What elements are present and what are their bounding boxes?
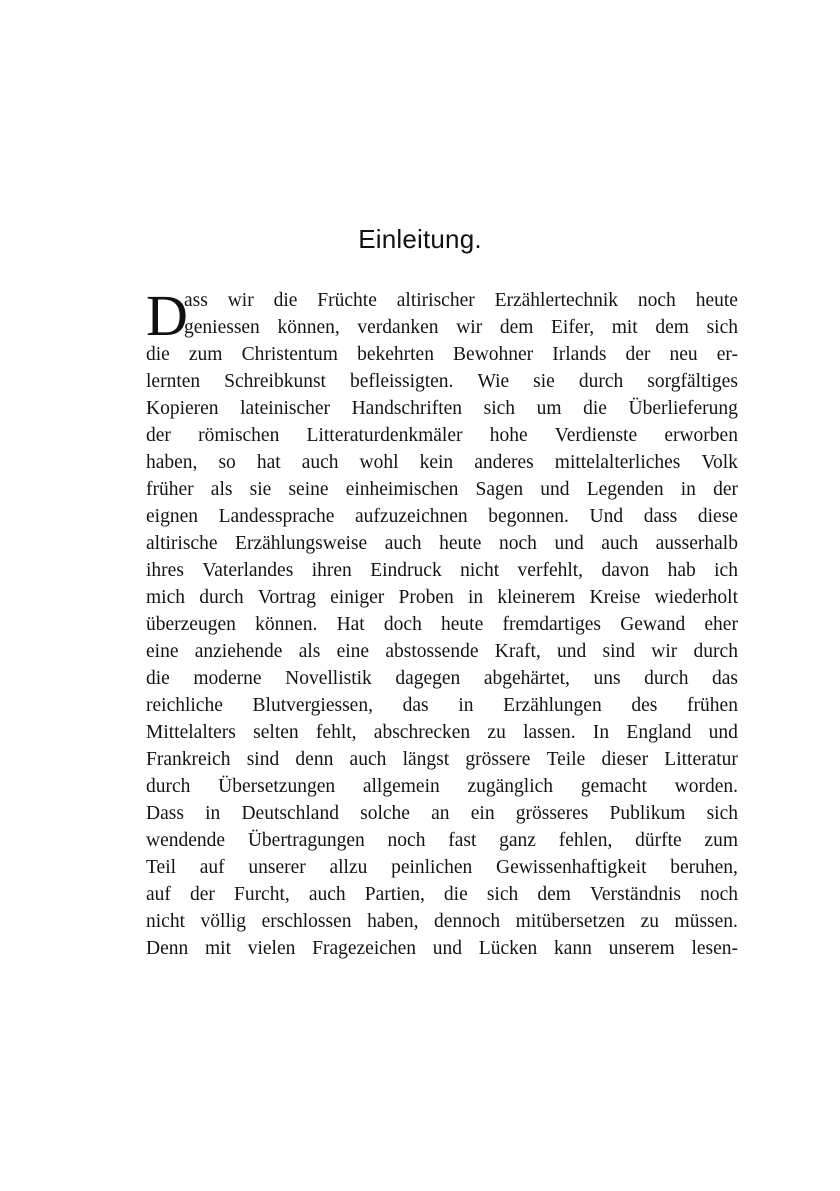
text-line — [146, 314, 738, 341]
word: erschlossen — [261, 911, 352, 932]
word: zum — [704, 830, 738, 851]
word: Deutschland — [241, 803, 339, 824]
word: seine — [288, 479, 329, 500]
word: an — [431, 803, 450, 824]
word: hab — [667, 560, 696, 581]
text-line — [146, 476, 738, 503]
word: Verständnis — [589, 884, 681, 905]
text-line — [146, 800, 738, 827]
word: sich — [706, 317, 738, 338]
word: zum — [188, 344, 223, 365]
word: auf — [199, 857, 225, 878]
word: längst — [402, 749, 450, 770]
word: Früchte — [317, 290, 377, 311]
text-line — [146, 584, 738, 611]
word: dürfte — [635, 830, 682, 851]
word: kein — [419, 452, 454, 473]
word: peinlichen — [391, 857, 473, 878]
text-line — [146, 719, 738, 746]
word: mitübersetzen — [515, 911, 626, 932]
word: Handschriften — [351, 398, 463, 419]
word: die — [273, 290, 298, 311]
word: die — [146, 668, 170, 689]
word: grösseres — [515, 803, 589, 824]
word: sorgfältiges — [647, 371, 738, 392]
word: Erzählungsweise — [235, 533, 368, 554]
word: beruhen, — [670, 857, 738, 878]
word: verfehlt, — [517, 560, 584, 581]
word: die — [146, 344, 170, 365]
word: befleissigten. — [350, 371, 454, 392]
text-line — [146, 665, 738, 692]
word: zu — [487, 722, 506, 743]
word: kleinerem — [497, 587, 576, 608]
word: mit — [204, 938, 231, 959]
word: Gewissenhaftigkeit — [495, 857, 647, 878]
word: Partien, — [364, 884, 425, 905]
word: Erzählungen — [503, 695, 602, 716]
word: Gewand — [620, 614, 686, 635]
word: auch — [384, 533, 422, 554]
word: noch — [700, 884, 738, 905]
word: ein — [470, 803, 495, 824]
word: der — [625, 344, 651, 365]
word: Furcht, — [233, 884, 290, 905]
word: Überlieferung — [628, 398, 738, 419]
word: wir — [456, 317, 483, 338]
body-text — [146, 283, 738, 962]
word: England — [626, 722, 692, 743]
word: wohl — [359, 452, 399, 473]
word: auch — [601, 533, 639, 554]
word: Bewohner — [453, 344, 534, 365]
word: diese — [697, 506, 738, 527]
word: noch — [637, 290, 676, 311]
word: abschrecken — [373, 722, 471, 743]
word: nicht — [146, 911, 185, 932]
word: lassen. — [523, 722, 576, 743]
word: dem — [537, 884, 571, 905]
word: durch — [644, 668, 689, 689]
word: Blutvergiessen, — [252, 695, 373, 716]
word: auch — [308, 884, 346, 905]
word: Fragezeichen — [312, 938, 417, 959]
word: noch — [498, 533, 537, 554]
word: fehlt, — [315, 722, 357, 743]
word: des — [631, 695, 658, 716]
word: und — [557, 641, 587, 662]
word: grössere — [465, 749, 531, 770]
word: Vortrag — [257, 587, 316, 608]
word: dagegen — [395, 668, 461, 689]
word: sich — [483, 398, 516, 419]
word: Schreibkunst — [224, 371, 326, 392]
word: einheimischen — [345, 479, 459, 500]
word: lateinischer — [240, 398, 331, 419]
word: unserer — [248, 857, 306, 878]
text-line — [146, 557, 738, 584]
word: ihren — [311, 560, 352, 581]
word: dass — [643, 506, 678, 527]
word: anziehende — [194, 641, 283, 662]
word: hohe — [489, 425, 528, 446]
word: und — [554, 533, 584, 554]
word: wendende — [146, 830, 226, 851]
text-line — [146, 422, 738, 449]
word: altirischer — [396, 290, 475, 311]
word: und — [540, 479, 570, 500]
word: heute — [695, 290, 738, 311]
word: reichliche — [146, 695, 223, 716]
word: wir — [227, 290, 254, 311]
word: abstossende — [385, 641, 479, 662]
word: Kreise — [589, 587, 641, 608]
text-line — [146, 935, 738, 962]
word: Litteraturdenkmäler — [306, 425, 463, 446]
word: ich — [714, 560, 738, 581]
word: als — [210, 479, 233, 500]
word: Denn — [146, 938, 189, 959]
word: mit — [611, 317, 638, 338]
word: eine — [146, 641, 179, 662]
word: Übertragungen — [247, 830, 365, 851]
word: verdanken — [357, 317, 439, 338]
word: frühen — [687, 695, 738, 716]
word: abgehärtet, — [483, 668, 570, 689]
word: in — [205, 803, 221, 824]
word: geniessen — [184, 317, 260, 338]
word: begonnen. — [488, 506, 569, 527]
word: eine — [336, 641, 370, 662]
word: Vaterlandes — [202, 560, 294, 581]
word: gemacht — [580, 776, 647, 797]
word: wir — [651, 641, 678, 662]
word: und — [432, 938, 463, 959]
word: um — [536, 398, 562, 419]
word: überzeugen — [146, 614, 236, 635]
word: ass — [184, 290, 208, 311]
word: Christentum — [241, 344, 338, 365]
word: Frankreich — [146, 749, 231, 770]
word: das — [402, 695, 429, 716]
text-line — [146, 503, 738, 530]
word: Eindruck — [370, 560, 442, 581]
word: worden. — [674, 776, 738, 797]
word: Legenden — [586, 479, 664, 500]
page-title: Einleitung. — [358, 224, 482, 254]
word: neu — [669, 344, 698, 365]
text-line — [146, 881, 738, 908]
text-line — [146, 854, 738, 881]
word: hat — [256, 452, 281, 473]
word: Irlands — [552, 344, 607, 365]
word: heute — [441, 614, 484, 635]
word: sie — [249, 479, 272, 500]
word: kann — [554, 938, 592, 959]
text-line — [146, 692, 738, 719]
word: Erzählertechnik — [494, 290, 619, 311]
word: mittelalterliches — [554, 452, 681, 473]
word: Sagen — [475, 479, 524, 500]
word: als — [298, 641, 321, 662]
word: zu — [640, 911, 659, 932]
word: der — [146, 425, 171, 446]
word: zugänglich — [467, 776, 554, 797]
word: vielen — [247, 938, 296, 959]
word: auf — [146, 884, 171, 905]
word: altirische — [146, 533, 218, 554]
word: allzu — [329, 857, 368, 878]
text-line — [146, 368, 738, 395]
word: nicht — [460, 560, 500, 581]
word: können, — [277, 317, 340, 338]
word: eignen — [146, 506, 198, 527]
word: Teil — [146, 857, 177, 878]
word: Kopieren — [146, 398, 219, 419]
word: auch — [301, 452, 339, 473]
word: noch — [387, 830, 426, 851]
word: wiederholt — [654, 587, 738, 608]
word: der — [189, 884, 215, 905]
text-line — [146, 827, 738, 854]
word: Landessprache — [218, 506, 335, 527]
word: ganz — [499, 830, 536, 851]
word: durch — [578, 371, 624, 392]
word: durch — [199, 587, 244, 608]
text-line — [146, 287, 738, 314]
word: das — [712, 668, 738, 689]
word: völlig — [200, 911, 247, 932]
word: Mittelalters — [146, 722, 236, 743]
text-line — [146, 341, 738, 368]
word: denn — [295, 749, 334, 770]
word: Proben — [398, 587, 454, 608]
word: und — [708, 722, 738, 743]
text-line — [146, 395, 738, 422]
word: dennoch — [434, 911, 501, 932]
drop-cap-initial: D — [146, 283, 188, 348]
word: sind — [602, 641, 636, 662]
text-line — [146, 746, 738, 773]
word: heute — [439, 533, 482, 554]
text-line — [146, 908, 738, 935]
word: die — [443, 884, 468, 905]
word: Eifer, — [551, 317, 595, 338]
word: durch — [146, 776, 191, 797]
word: erworben — [664, 425, 738, 446]
word: mich — [146, 587, 185, 608]
word: lesen- — [691, 938, 738, 959]
word: müssen. — [674, 911, 738, 932]
word: Kraft, — [494, 641, 541, 662]
word: dieser — [601, 749, 649, 770]
word: sich — [706, 803, 738, 824]
word: selten — [253, 722, 299, 743]
text-line — [146, 773, 738, 800]
word: sind — [246, 749, 280, 770]
word: bekehrten — [357, 344, 434, 365]
word: in — [458, 695, 474, 716]
word: in — [680, 479, 696, 500]
word: der — [713, 479, 738, 500]
word: haben, — [146, 452, 198, 473]
word: unserem — [608, 938, 675, 959]
word: durch — [693, 641, 738, 662]
word: Publikum — [609, 803, 686, 824]
word: sich — [486, 884, 519, 905]
word: dem — [655, 317, 689, 338]
word: Dass — [146, 803, 184, 824]
word: Lücken — [478, 938, 538, 959]
word: sie — [533, 371, 555, 392]
word: allgemein — [362, 776, 440, 797]
word: so — [218, 452, 236, 473]
text-line — [146, 530, 738, 557]
word: in — [467, 587, 484, 608]
word: Volk — [701, 452, 738, 473]
word: fremdartiges — [502, 614, 602, 635]
word: römischen — [198, 425, 280, 446]
word: haben, — [367, 911, 419, 932]
word: solche — [360, 803, 410, 824]
word: uns — [593, 668, 621, 689]
text-line — [146, 611, 738, 638]
word: Teile — [546, 749, 586, 770]
word: In — [592, 722, 610, 743]
word: die — [583, 398, 607, 419]
text-line — [146, 449, 738, 476]
word: dem — [499, 317, 534, 338]
word: können. — [255, 614, 318, 635]
word: Novellistik — [285, 668, 372, 689]
word: eher — [704, 614, 738, 635]
word: moderne — [193, 668, 262, 689]
word: Wie — [477, 371, 510, 392]
word: lernten — [146, 371, 201, 392]
word: ausserhalb — [655, 533, 738, 554]
word: Hat — [336, 614, 365, 635]
word: Übersetzungen — [218, 776, 336, 797]
text-line — [146, 638, 738, 665]
word: früher — [146, 479, 194, 500]
word: doch — [383, 614, 422, 635]
word: Und — [589, 506, 624, 527]
word: fehlen, — [558, 830, 613, 851]
word: Verdienste — [554, 425, 638, 446]
word: auch — [349, 749, 387, 770]
word: anderes — [474, 452, 534, 473]
word: fast — [448, 830, 477, 851]
word: Litteratur — [664, 749, 738, 770]
word: aufzuzeichnen — [355, 506, 468, 527]
word: einiger — [330, 587, 385, 608]
word: er- — [716, 344, 738, 365]
word: ihres — [146, 560, 184, 581]
word: davon — [601, 560, 650, 581]
